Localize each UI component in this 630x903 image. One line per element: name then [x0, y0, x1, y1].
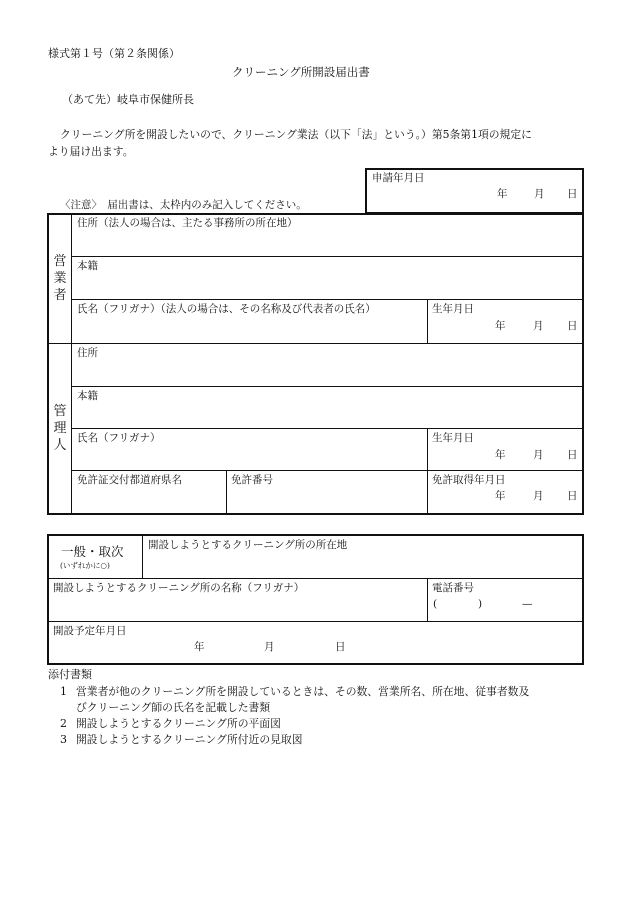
manager-domicile-field[interactable]: 本籍: [77, 390, 98, 402]
year-unit: 年: [495, 320, 506, 332]
open-date-value[interactable]: [49, 640, 582, 654]
application-date-value[interactable]: [367, 187, 582, 201]
attachment-text-cont: びクリーニング師の氏名を記載した書類: [76, 701, 271, 714]
day-unit: 日: [335, 641, 346, 653]
intro-text-line1: クリーニング所を開設したいので、クリーニング業法（以下「法」という。）第5条第1項の規定に: [60, 128, 532, 141]
operator-manager-box: [47, 213, 584, 515]
year-unit: 年: [495, 449, 506, 461]
manager-name-field[interactable]: 氏名（フリガナ）: [77, 432, 161, 444]
facility-location-field[interactable]: 開設しようとするクリーニング所の所在地: [148, 539, 348, 551]
form-number: 様式第１号（第２条関係）: [48, 47, 180, 60]
day-unit: 日: [567, 188, 578, 200]
day-unit: 日: [567, 490, 578, 502]
manager-address-field[interactable]: 住所: [77, 347, 98, 359]
month-unit: 月: [533, 449, 544, 461]
attachment-text: 営業者が他のクリーニング所を開設しているときは、その数、営業所名、所在地、従事者数及: [76, 685, 530, 698]
note: 〈注意〉 届出書は、太枠内のみ記入してください。: [60, 199, 307, 211]
license-date-value[interactable]: [427, 489, 582, 503]
phone-open-paren: (: [433, 598, 438, 610]
license-date-label: 免許取得年月日: [432, 474, 506, 486]
application-date-label: 申請年月日: [372, 172, 425, 184]
license-prefecture-field[interactable]: 免許証交付都道府県名: [77, 474, 182, 486]
phone-label: 電話番号: [432, 582, 474, 594]
facility-box: [47, 534, 584, 665]
month-unit: 月: [264, 641, 275, 653]
facility-type-selector[interactable]: 一般・取次: [61, 544, 124, 559]
month-unit: 月: [533, 490, 544, 502]
attachment-text: 開設しようとするクリーニング所付近の見取図: [76, 733, 303, 746]
month-unit: 月: [534, 188, 545, 200]
license-number-field[interactable]: 免許番号: [231, 474, 273, 486]
facility-type-note: (いずれかに○): [60, 561, 110, 570]
phone-close-paren: ): [478, 598, 483, 610]
attachments-heading: 添付書類: [48, 668, 92, 681]
intro-text-line2: より届け出ます。: [48, 145, 134, 158]
attachment-num: 1: [60, 685, 67, 698]
facility-name-field[interactable]: 開設しようとするクリーニング所の名称（フリガナ）: [53, 582, 305, 594]
year-unit: 年: [495, 490, 506, 502]
operator-birth-value[interactable]: [427, 319, 582, 333]
phone-number-field[interactable]: [427, 597, 582, 611]
manager-birth-label: 生年月日: [432, 432, 474, 444]
year-unit: 年: [497, 188, 508, 200]
attachment-num: 3: [60, 733, 67, 746]
operator-address-field[interactable]: 住所（法人の場合は、主たる事務所の所在地）: [77, 217, 298, 229]
operator-name-field[interactable]: 氏名（フリガナ）（法人の場合は、その名称及び代表者の氏名）: [77, 303, 376, 315]
manager-section-label: 管理人: [53, 404, 67, 453]
operator-domicile-field[interactable]: 本籍: [77, 260, 98, 272]
open-date-label: 開設予定年月日: [53, 625, 127, 637]
attachment-num: 2: [60, 717, 67, 730]
phone-dash: —: [522, 598, 533, 610]
attachment-text: 開設しようとするクリーニング所の平面図: [76, 717, 281, 730]
day-unit: 日: [567, 320, 578, 332]
form-title: クリーニング所開設届出書: [232, 65, 370, 79]
manager-birth-value[interactable]: [427, 448, 582, 462]
day-unit: 日: [567, 449, 578, 461]
year-unit: 年: [194, 641, 205, 653]
month-unit: 月: [533, 320, 544, 332]
operator-section-label: 営業者: [53, 254, 67, 303]
application-date-box: [365, 168, 584, 214]
addressee: （あて先）岐阜市保健所長: [62, 93, 194, 106]
operator-birth-label: 生年月日: [432, 303, 474, 315]
